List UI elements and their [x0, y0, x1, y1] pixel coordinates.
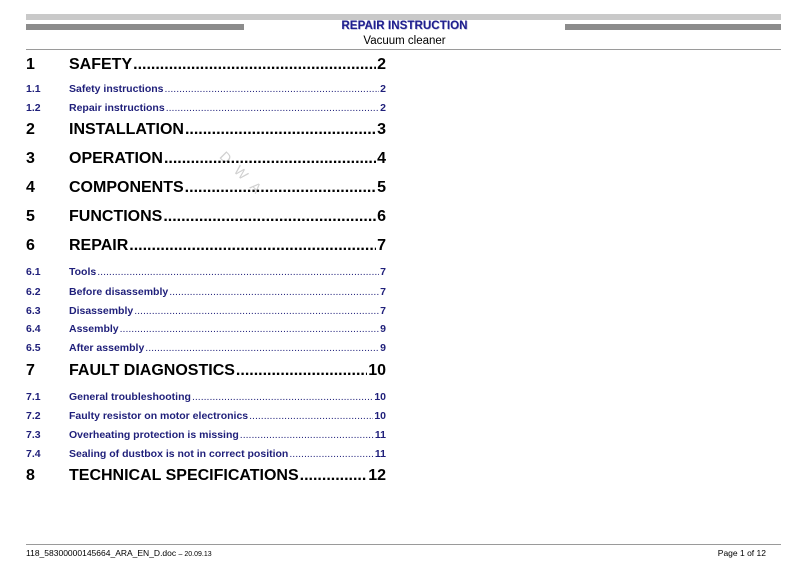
toc-entry[interactable] [26, 342, 386, 356]
toc-title: FUNCTIONS [69, 208, 163, 225]
toc-title: REPAIR [69, 237, 129, 254]
toc-leader-dots [169, 286, 379, 298]
toc-page-number: 3 [377, 121, 386, 138]
watermark: DWA [216, 148, 272, 204]
toc-title: Faulty resistor on motor electronics [69, 410, 249, 422]
toc-page-number: 4 [377, 150, 386, 167]
toc-number: 6.4 [26, 323, 41, 335]
toc-entry[interactable] [26, 448, 386, 462]
header-divider [26, 49, 781, 50]
toc-title: Tools [69, 266, 97, 278]
toc-number: 6 [26, 237, 35, 254]
toc-title: OPERATION [69, 150, 163, 167]
toc-entry[interactable] [26, 410, 386, 424]
toc-page-number: 10 [368, 362, 386, 379]
toc-page-number: 2 [380, 102, 386, 114]
footer-page-number: Page 1 of 12 [717, 548, 766, 558]
toc-entry[interactable] [26, 286, 386, 300]
footer-date: – 20.09.13 [178, 551, 212, 558]
toc-title: Sealing of dustbox is not in correct position [69, 448, 289, 460]
toc-entry[interactable] [26, 179, 386, 199]
toc-title: Safety instructions [69, 83, 164, 95]
toc-leader-dots [185, 121, 376, 139]
toc-number: 7.4 [26, 448, 41, 460]
toc-entry[interactable] [26, 208, 386, 228]
toc-leader-dots [249, 410, 373, 422]
toc-leader-dots [120, 323, 380, 335]
toc-entry[interactable] [26, 83, 386, 97]
toc-page-number: 5 [377, 179, 386, 196]
document-title: REPAIR INSTRUCTION [341, 20, 468, 32]
toc-leader-dots [164, 150, 376, 168]
toc-title: After assembly [69, 342, 145, 354]
toc-leader-dots [133, 56, 376, 74]
toc-leader-dots [192, 391, 373, 403]
toc-leader-dots [289, 448, 374, 460]
toc-title: FAULT DIAGNOSTICS [69, 362, 235, 379]
toc-leader-dots [236, 362, 367, 380]
toc-number: 6.2 [26, 286, 41, 298]
toc-title: Overheating protection is missing [69, 429, 239, 441]
toc-number: 7.3 [26, 429, 41, 441]
toc-page-number: 10 [374, 391, 386, 403]
toc-page-number: 9 [380, 323, 386, 335]
toc-number: 7.2 [26, 410, 41, 422]
toc-number: 4 [26, 179, 35, 196]
toc-page-number: 7 [380, 305, 386, 317]
toc-title: General troubleshooting [69, 391, 191, 403]
toc-number: 5 [26, 208, 35, 225]
toc-page-number: 2 [377, 56, 386, 73]
toc-title: SAFETY [69, 56, 133, 73]
toc-entry[interactable] [26, 266, 386, 280]
toc-title: TECHNICAL SPECIFICATIONS [69, 467, 299, 484]
toc-entry[interactable] [26, 467, 386, 487]
toc-number: 1 [26, 56, 35, 73]
toc-leader-dots [163, 208, 376, 226]
toc-title: COMPONENTS [69, 179, 184, 196]
toc-entry[interactable] [26, 391, 386, 405]
toc-leader-dots [185, 179, 376, 197]
toc-entry[interactable] [26, 305, 386, 319]
toc-entry[interactable] [26, 429, 386, 443]
toc-title: INSTALLATION [69, 121, 184, 138]
toc-leader-dots [166, 102, 379, 114]
toc-number: 6.1 [26, 266, 41, 278]
toc-number: 6.5 [26, 342, 41, 354]
toc-page-number: 7 [377, 237, 386, 254]
toc-number: 1.1 [26, 83, 41, 95]
toc-leader-dots [134, 305, 379, 317]
toc-page-number: 11 [374, 429, 386, 441]
toc-page-number: 11 [374, 448, 386, 460]
toc-page-number: 12 [368, 467, 386, 484]
toc-leader-dots [97, 266, 379, 278]
toc-page-number: 7 [380, 266, 386, 278]
toc-entry[interactable] [26, 362, 386, 382]
toc-page-number: 9 [380, 342, 386, 354]
toc-leader-dots [300, 467, 368, 485]
toc-number: 7.1 [26, 391, 41, 403]
toc-entry[interactable] [26, 237, 386, 257]
toc-title: Before disassembly [69, 286, 169, 298]
toc-number: 3 [26, 150, 35, 167]
toc-number: 8 [26, 467, 35, 484]
toc-number: 2 [26, 121, 35, 138]
toc-leader-dots [145, 342, 379, 354]
footer-divider [26, 544, 781, 545]
toc-title: Disassembly [69, 305, 134, 317]
toc-page-number: 10 [374, 410, 386, 422]
header-bar-left [26, 24, 244, 30]
toc-page-number: 2 [380, 83, 386, 95]
toc-page-number: 7 [380, 286, 386, 298]
toc-entry[interactable] [26, 56, 386, 76]
header-bar-right [565, 24, 781, 30]
toc-entry[interactable] [26, 121, 386, 141]
toc-number: 1.2 [26, 102, 41, 114]
toc-leader-dots [129, 237, 376, 255]
toc-leader-dots [240, 429, 374, 441]
document-subtitle: Vacuum cleaner [363, 35, 446, 47]
toc-title: Repair instructions [69, 102, 165, 114]
toc-title: Assembly [69, 323, 119, 335]
toc-number: 6.3 [26, 305, 41, 317]
footer-file: 118_58300000145664_ARA_EN_D.doc [26, 548, 177, 558]
toc-number: 7 [26, 362, 35, 379]
toc-entry[interactable] [26, 102, 386, 116]
toc-entry[interactable] [26, 150, 386, 170]
toc-entry[interactable] [26, 323, 386, 337]
footer-filename [26, 548, 212, 558]
toc-page-number: 6 [377, 208, 386, 225]
toc-leader-dots [165, 83, 380, 95]
